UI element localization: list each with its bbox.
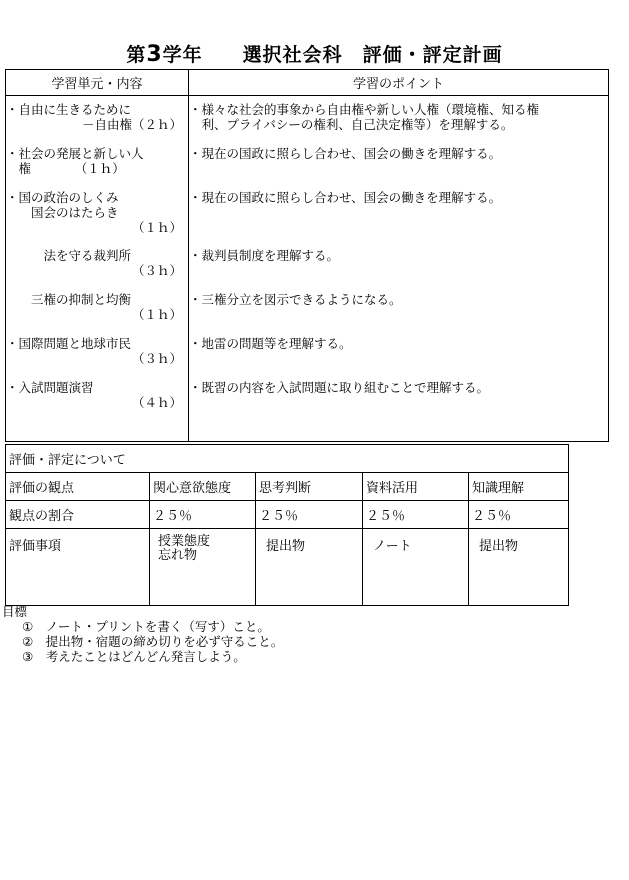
goal-item-3: ③ 考えたことはどんどん発言しよう。 [22, 649, 246, 664]
point-3: ・現在の国政に照らし合わせ、国会の働きを理解する。 [189, 190, 502, 205]
aspect-2: 思考判断 [256, 473, 363, 501]
ratio-label: 観点の割合 [6, 501, 150, 529]
aspect-1: 関心意欲態度 [150, 473, 256, 501]
header-units: 学習単元・内容 [6, 70, 189, 96]
goals-label: 目標 [2, 604, 28, 619]
point-list [189, 96, 608, 416]
goals-section [2, 604, 283, 664]
unit-2: ・社会の発展と新しい人 権 （１ｈ） [6, 146, 144, 176]
unit-list [6, 96, 188, 416]
item-4: 提出物 [469, 529, 569, 606]
point-5: ・三権分立を図示できるようになる。 [189, 292, 402, 307]
goal-item-2: ② 提出物・宿題の締め切りを必ず守ること。 [22, 634, 284, 649]
ratio-1: ２５％ [150, 501, 256, 529]
header-points: 学習のポイント [189, 70, 609, 96]
item-1: 授業態度 忘れ物 [150, 529, 256, 606]
unit-6: ・国際問題と地球市民 （３ｈ） [6, 336, 182, 366]
unit-1: ・自由に生きるために －自由権（２ｈ） [6, 102, 182, 132]
aspect-3: 資料活用 [363, 473, 469, 501]
page-title: 第3学年 選択社会科 評価・評定計画 [126, 42, 503, 67]
evaluation-table [5, 444, 569, 606]
point-4: ・裁判員制度を理解する。 [189, 248, 340, 263]
point-6: ・地雷の問題等を理解する。 [189, 336, 352, 351]
points-column [189, 96, 609, 442]
eval-caption: 評価・評定について [6, 445, 569, 473]
ratio-4: ２５％ [469, 501, 569, 529]
unit-4: 法を守る裁判所 （３ｈ） [6, 248, 182, 278]
ratio-3: ２５％ [363, 501, 469, 529]
unit-7: ・入試問題演習 （４ｈ） [6, 380, 182, 410]
item-2: 提出物 [256, 529, 363, 606]
unit-5: 三権の抑制と均衡 （１ｈ） [6, 292, 182, 322]
items-label: 評価事項 [6, 529, 150, 606]
point-2: ・現在の国政に照らし合わせ、国会の働きを理解する。 [189, 146, 502, 161]
aspect-4: 知識理解 [469, 473, 569, 501]
aspects-label: 評価の観点 [6, 473, 150, 501]
ratio-2: ２５％ [256, 501, 363, 529]
unit-3: ・国の政治のしくみ 国会のはたらき （１ｈ） [6, 190, 182, 235]
study-plan-table [5, 69, 609, 442]
point-7: ・既習の内容を入試問題に取り組むことで理解する。 [189, 380, 490, 395]
item-3: ノート [363, 529, 469, 606]
goal-item-1: ① ノート・プリントを書く（写す）こと。 [22, 619, 270, 634]
point-1: ・様々な社会的事象から自由権や新しい人権（環境権、知る権 利、プライバシーの権利、自己決定権等）を理解する。 [189, 102, 540, 132]
units-column [6, 96, 189, 442]
